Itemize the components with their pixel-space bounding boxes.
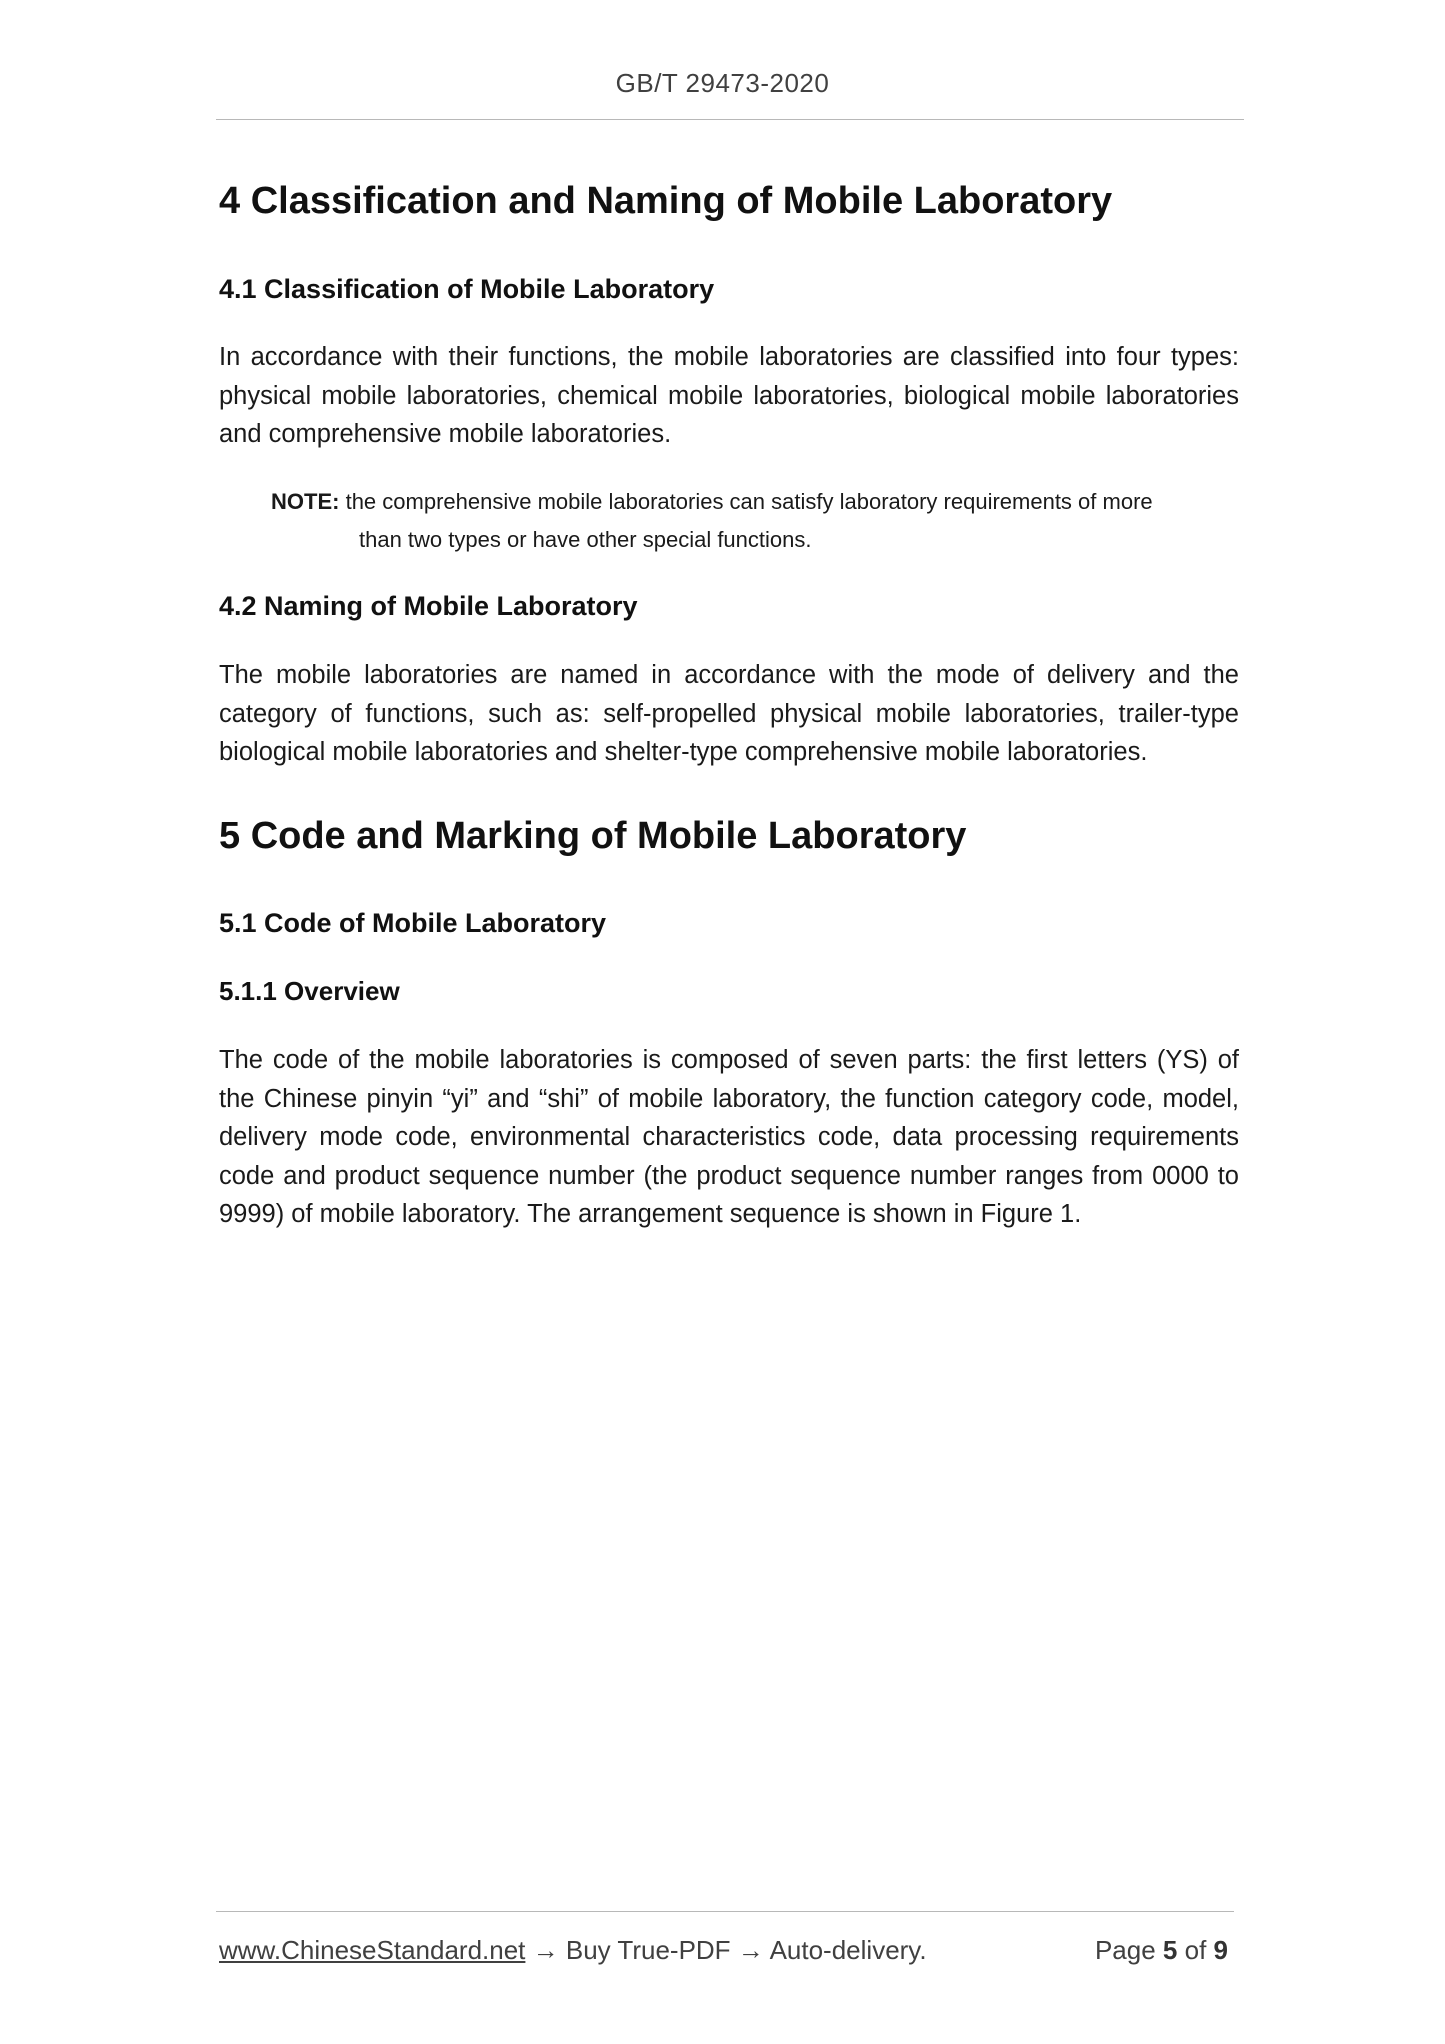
- section-5-1-1-body: The code of the mobile laboratories is composed of seven parts: the first letters (YS) of the Chinese pinyin “yi” and “shi” of mobile laboratory, the function category code, model, delivery mode code, environmental characteristics code, data processing requirements code and product sequence number (the product sequence number ranges from 0000 to 9999) of mobile laboratory. The arrangement sequence is shown in Figure 1.: [219, 1046, 1239, 1228]
- document-header-id: GB/T 29473-2020: [615, 68, 830, 98]
- note-line-2: than two types or have other special functions.: [359, 527, 812, 552]
- total-page-count: 9: [1213, 1935, 1228, 1965]
- page-word: Page: [1094, 1935, 1156, 1965]
- note-label: NOTE:: [271, 489, 340, 514]
- section-4-1-heading: 4.1 Classification of Mobile Laboratory: [219, 274, 715, 304]
- section-5-1-1-heading: 5.1.1 Overview: [219, 976, 400, 1006]
- page-footer: [219, 1935, 1234, 1966]
- note-line-1: the comprehensive mobile laboratories can satisfy laboratory requirements of more: [345, 489, 1153, 514]
- section-5-heading: 5 Code and Marking of Mobile Laboratory: [219, 815, 967, 857]
- website-link[interactable]: www.ChineseStandard.net: [219, 1935, 526, 1965]
- of-word: of: [1184, 1935, 1207, 1965]
- section-5-1-heading: 5.1 Code of Mobile Laboratory: [219, 908, 607, 938]
- footer-promo-text: → Buy True-PDF → Auto-delivery.: [525, 1935, 927, 1965]
- page-indicator: [1095, 1935, 1228, 1966]
- header-divider: [216, 119, 1244, 120]
- section-4-2-heading: 4.2 Naming of Mobile Laboratory: [219, 591, 638, 621]
- current-page-number: 5: [1162, 1935, 1178, 1965]
- note-block: [271, 483, 1239, 559]
- section-4-heading: 4 Classification and Naming of Mobile Laboratory: [219, 180, 1113, 222]
- section-4-1-body: In accordance with their functions, the mobile laboratories are classified into four types: physical mobile laboratories, chemical mobile laboratories, biological mobile laboratories and comprehensive mobile laboratories.: [219, 343, 1239, 448]
- footer-divider: [216, 1911, 1234, 1912]
- section-4-2-body: The mobile laboratories are named in accordance with the mode of delivery and the category of functions, such as: self-propelled physical mobile laboratories, trailer-type biological mobile laboratories and shelter-type comprehensive mobile laboratories.: [219, 661, 1239, 766]
